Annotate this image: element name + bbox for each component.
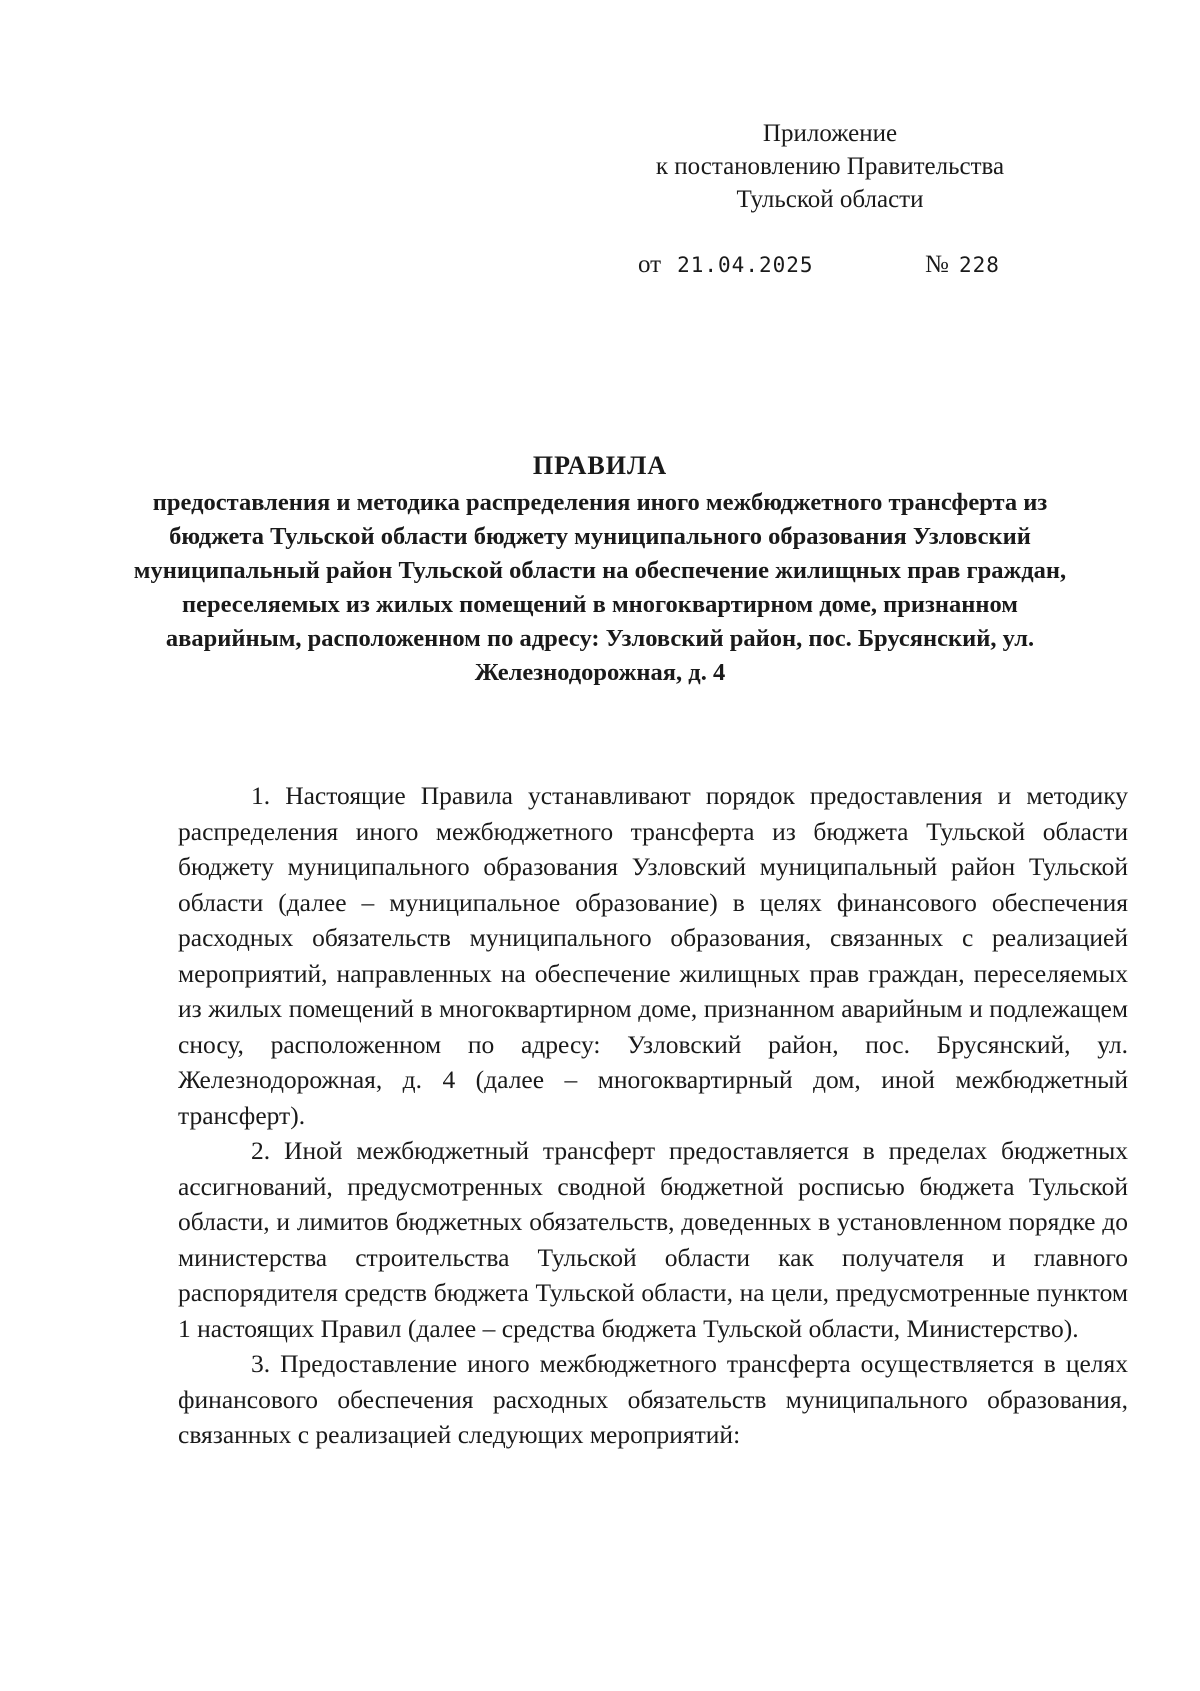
resolution-date-number bbox=[638, 250, 1000, 280]
resolution-number: 228 bbox=[959, 253, 1000, 277]
resolution-date: 21.04.2025 bbox=[677, 253, 814, 277]
document-body bbox=[178, 778, 1128, 1453]
appendix-header bbox=[600, 117, 1060, 216]
title-main: ПРАВИЛА bbox=[532, 451, 668, 480]
number-label: № bbox=[925, 251, 949, 278]
date-prefix: от bbox=[638, 251, 662, 278]
document-title bbox=[130, 446, 1070, 690]
paragraph-3: 3. Предоставление иного межбюджетного трансферта осуществляется в целях финансового обеспечения расходных обязательств муниципального образования, связанных с реализацией следующих мероприятий: bbox=[178, 1349, 1128, 1449]
paragraph-2: 2. Иной межбюджетный трансферт предоставляется в пределах бюджетных ассигнований, предусмотренных сводной бюджетной росписью бюджета Тульской области, и лимитов бюджетных обязательств, доведенных в установленном порядке до министерства строительства Тульской области как получателя и главного распорядителя средств бюджета Тульской области, на цели, предусмотренные пунктом 1 настоящих Правил (далее – средства бюджета Тульской области, Министерство). bbox=[178, 1136, 1128, 1343]
title-subtitle: предоставления и методика распределения иного межбюджетного трансферта из бюджета Тульской области бюджету муниципального образования Узловский муниципальный район Тульской области на обеспечение жилищных прав граждан, переселяемых из жилых помещений в многоквартирном доме, признанном аварийным, расположенном по адресу: Узловский район, пос. Брусянский, ул. Железнодорожная, д. 4 bbox=[133, 489, 1067, 686]
paragraph-1: 1. Настоящие Правила устанавливают порядок предоставления и методику распределения иного межбюджетного трансферта из бюджета Тульской области бюджету муниципального образования Узловский муниципальный район Тульской области (далее – муниципальное образование) в целях финансового обеспечения расходных обязательств муниципального образования, связанных с реализацией мероприятий, направленных на обеспечение жилищных прав граждан, переселяемых из жилых помещений в многоквартирном доме, признанном аварийным и подлежащем сносу, расположенном по адресу: Узловский район, пос. Брусянский, ул. Железнодорожная, д. 4 (далее – многоквартирный дом, иной межбюджетный трансферт). bbox=[178, 781, 1128, 1130]
appendix-line: Тульской области bbox=[736, 186, 924, 213]
appendix-line: к постановлению Правительства bbox=[655, 153, 1005, 180]
appendix-line: Приложение bbox=[762, 120, 898, 147]
